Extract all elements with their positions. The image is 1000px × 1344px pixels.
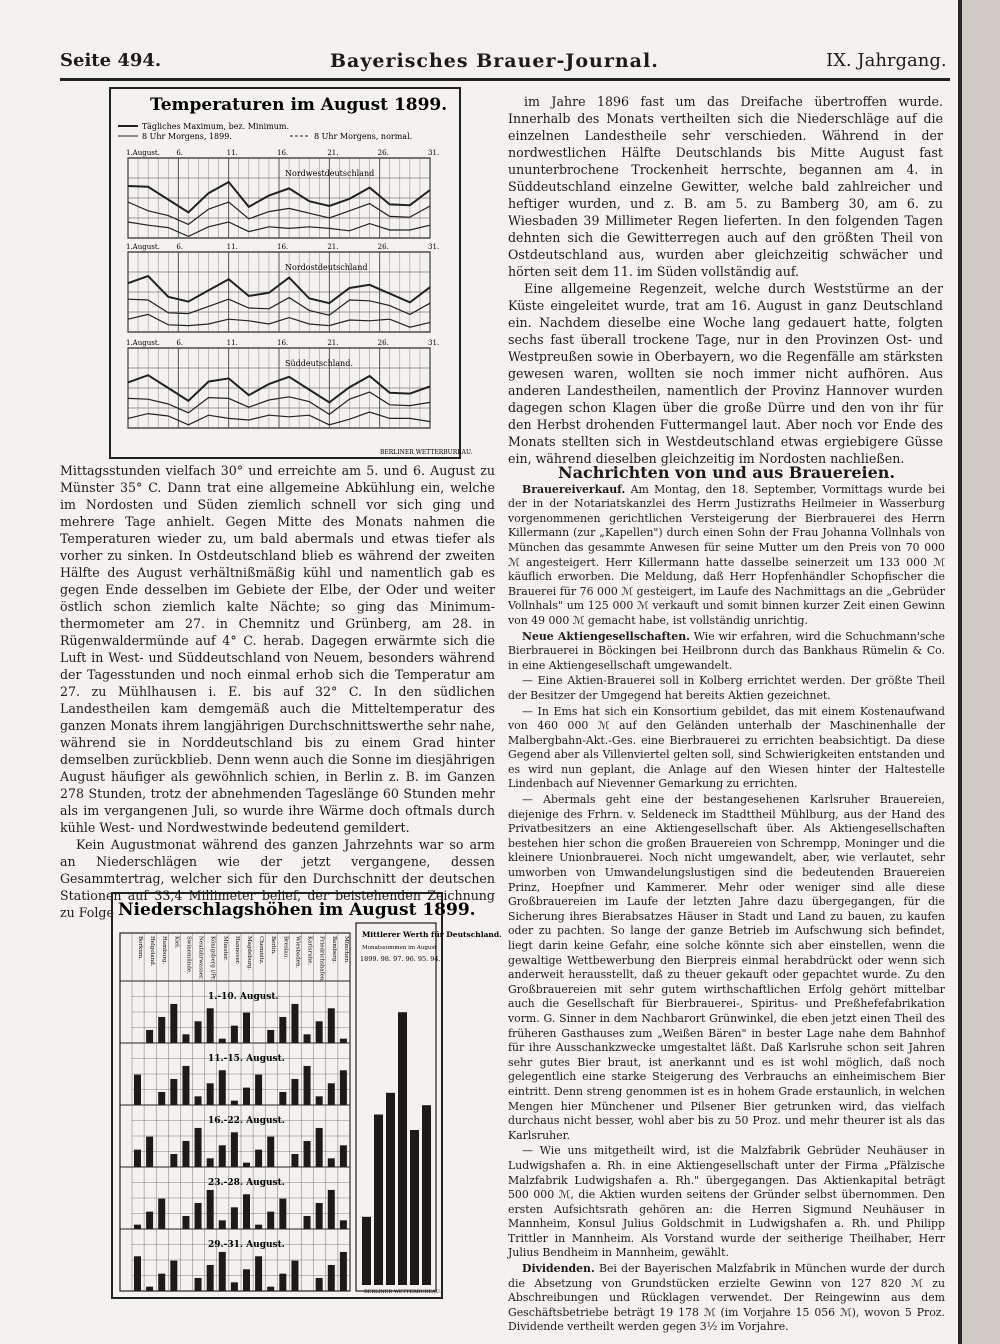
temp-tick: 31. xyxy=(428,243,440,251)
side-years: 1899. 98. 97. 96. 95. 94. xyxy=(360,955,441,963)
temp-tick: 16. xyxy=(277,339,289,347)
temp-panel-label: Süddeutschland. xyxy=(285,359,353,368)
rain-bar xyxy=(231,1101,238,1105)
page-edge xyxy=(960,0,1000,1344)
rain-bar xyxy=(170,1154,177,1167)
side-bar xyxy=(374,1115,383,1286)
rain-bar xyxy=(316,1128,323,1167)
side-bar xyxy=(410,1130,419,1285)
header-rule xyxy=(60,78,950,81)
station-label: Bamberg. xyxy=(330,936,337,964)
rain-bar xyxy=(158,1092,165,1105)
rain-bar xyxy=(207,1265,214,1291)
period-label: 29.-31. August. xyxy=(208,1240,285,1250)
rain-bar xyxy=(243,1088,250,1105)
rain-bar xyxy=(279,1092,286,1105)
rain-bar xyxy=(134,1150,141,1167)
news-lead: Neue Aktiengesellschaften. xyxy=(522,629,690,643)
temp-tick: 11. xyxy=(226,149,238,157)
rain-bar xyxy=(304,1141,311,1167)
rain-bar xyxy=(267,1137,274,1167)
rain-bar xyxy=(158,1274,165,1291)
news-lead: Dividenden. xyxy=(522,1262,595,1276)
rain-bar xyxy=(279,1017,286,1043)
station-label: Magdeburg. xyxy=(246,936,252,971)
rain-bar xyxy=(291,1154,298,1167)
side-bar xyxy=(386,1093,395,1285)
rain-bar xyxy=(267,1030,274,1043)
rain-bar xyxy=(291,1004,298,1043)
rain-bar xyxy=(146,1287,153,1291)
station-label: Königsberg i/Pr. xyxy=(209,936,216,981)
temp-panels xyxy=(126,149,439,428)
station-label: Helgoland. xyxy=(149,936,156,967)
rain-bar xyxy=(267,1212,274,1229)
rain-bar xyxy=(207,1190,214,1229)
news-item: — Eine Aktien-Brauerei soll in Kolberg errichtet werden. Der größte Theil der Besitzer der Umgegend hat bereits Aktien gezeichnet. xyxy=(508,674,945,702)
rain-bar xyxy=(146,1137,153,1167)
station-label: Karlsruhe. xyxy=(306,936,313,966)
rain-bar xyxy=(219,1220,226,1229)
rain-bar xyxy=(195,1021,202,1043)
rain-bar xyxy=(195,1278,202,1291)
rain-bar xyxy=(340,1145,347,1167)
rain-bar xyxy=(243,1013,250,1043)
bars-title: Niederschlagshöhen im August 1899. xyxy=(118,900,476,920)
rain-bar xyxy=(158,1017,165,1043)
period-label: 11.-15. August. xyxy=(208,1054,285,1064)
rain-bar xyxy=(207,1008,214,1043)
rain-bar xyxy=(170,1261,177,1291)
paragraph: Kein Augustmonat während des ganzen Jahrzehnts war so arm an Niederschlägen wie der jetzt vergangene, dessen Gesammtertrag, welcher sich für den Durchschnitt der deutschen Stationen auf 33,4 Millimeter belief, der beistehenden Zeichnung zu Folge xyxy=(60,837,495,920)
rain-bar xyxy=(146,1030,153,1043)
temp-tick: 31. xyxy=(428,149,440,157)
period-label: 16.-22. August. xyxy=(208,1116,285,1126)
news-lead: Brauereiverkauf. xyxy=(522,482,626,496)
station-label: Wiesbaden. xyxy=(294,936,301,969)
side-subtitle: Monatssummen im August xyxy=(362,945,437,951)
news-item: — Abermals geht eine der bestangesehenen Karlsruher Brauereien, diejenige des Frhrn. v. Seldeneck im Stadttheil Mühlburg, aus der Hand des Privatbesitzers an eine Aktiengesellschaft über. Als Aktiengesellschaften bestehen hier schon die großen Brauereien von Schrempp, Moninger und die kleinere Unionbrauerei. Noch nicht umgewandelt, aber, wie verlautet, sehr umworben von Umwandelungslustigen sind die bedeutenden Brauereien Prinz, Hoepfner und Kammerer. Mehr oder weniger sind alle diese Großbrauereien im Laufe der letzten Jahre dazu übergegangen, für die Sicherung ihres Bierabsatzes Häuser in Stadt und Land zu bauen, zu kaufen oder zu pachten. So lange der ganze Betrieb im Aufschwung sich befindet, liegt darin keine Gefahr, eine solche könnte sich aber einstellen, wenn die gewaltige Wettbewerbung den Bierpreis einmal herabdrückt oder wenn sich anderweit herausstellt, daß zu theuer gekauft oder gepachtet wurde. Zu den Großbrauereien mit sehr gutem wirthschaftlichen Erfolg gehört mittelbar auch die Gesellschaft für Bierbrauerei-, Spiritus- und Preßhefefabrikation vorm. G. Sinner in dem Nachbarort Grünwinkel, die eben jetzt einen Theil des früheren Gasthauses zum „Weißen Bären" in bester Lage nahe dem Bahnhof für ihre Ausschankzwecke umgestaltet läßt. Daß Karlsruhe schon seit Jahren sehr gutes Bier braut, ist anerkannt und es ist wohl möglich, daß noch gelegentlich eine starke Steigerung des Verbrauchs an einheimischem Bier eintritt. Denn streng genommen ist es in hohem Grade erstaunlich, in welchen Mengen hier Münchener und Pilsener Bier getrunken wird, das vielfach durchaus nicht besser, wohl aber bis zu 50 Proz. und mehr theurer ist als das Karlsruher. xyxy=(508,793,945,1142)
rain-bar xyxy=(158,1199,165,1229)
legend-max: Tägliches Maximum, bez. Minimum. xyxy=(142,122,290,131)
temp-tick: 16. xyxy=(277,149,289,157)
rain-bar xyxy=(231,1282,238,1291)
rain-bar xyxy=(182,1066,189,1105)
temp-credit: BERLINER WETTERBUREAU. xyxy=(380,449,473,456)
rain-bar xyxy=(340,1252,347,1291)
rain-bar xyxy=(328,1158,335,1167)
rain-bar xyxy=(316,1278,323,1291)
temp-tick: 1.August. xyxy=(126,339,160,347)
news-paragraphs xyxy=(508,483,945,1335)
rain-bar xyxy=(304,1216,311,1229)
rain-bar xyxy=(316,1021,323,1043)
temp-tick: 26. xyxy=(377,339,389,347)
rain-bar xyxy=(207,1158,214,1167)
temp-tick: 26. xyxy=(377,149,389,157)
rain-bar xyxy=(231,1132,238,1167)
rain-bar xyxy=(134,1256,141,1291)
rain-bar xyxy=(182,1034,189,1043)
rain-bar xyxy=(219,1145,226,1167)
rain-bar xyxy=(134,1075,141,1105)
temp-tick: 21. xyxy=(327,243,339,251)
news-item: Neue Aktiengesellschaften. Wie wir erfahren, wird die Schuchmann'sche Bierbrauerei in Böckingen bei Heilbronn durch das Bankhaus Rümelin & Co. in eine Aktiengesellschaft umgewandelt. xyxy=(508,629,945,672)
column-right-top xyxy=(508,93,943,467)
rain-bar xyxy=(291,1261,298,1291)
station-label: München. xyxy=(342,936,349,964)
period-label: 23.-28. August. xyxy=(208,1178,285,1188)
rain-bar xyxy=(340,1220,347,1229)
temp-panel xyxy=(126,149,439,238)
section-heading: Nachrichten von und aus Brauereien. xyxy=(558,463,895,482)
rain-bar xyxy=(170,1004,177,1043)
rain-bar xyxy=(304,1066,311,1105)
station-label: Breslau. xyxy=(282,936,289,960)
news-item: — In Ems hat sich ein Konsortium gebildet, das mit einem Kostenaufwand von 460 000 ℳ auf den Geländen unterhalb der Maschinenhalle der Malbergbahn-Akt.-Ges. eine Bierbrauerei zu errichten beabsichtigt. Da diese Gegend aber als Villenviertel gelten soll, sind Schwierigkeiten entstanden und es wird nun geplant, die Anlage auf den Wiesen hinter der Haltestelle Lindenbach auf Nievenner Gemarkung zu errichten. xyxy=(508,704,945,791)
temp-tick: 11. xyxy=(226,243,238,251)
rain-bar xyxy=(316,1096,323,1105)
temp-tick: 1.August. xyxy=(126,243,160,251)
rain-bar xyxy=(316,1203,323,1229)
temp-tick: 31. xyxy=(428,339,440,347)
rain-bar xyxy=(207,1083,214,1105)
station-label: Münster. xyxy=(221,936,228,961)
temp-tick: 6. xyxy=(176,339,184,347)
rain-bar xyxy=(195,1128,202,1167)
rain-bar xyxy=(255,1075,262,1105)
rain-bar xyxy=(291,1079,298,1105)
rain-bar xyxy=(340,1070,347,1105)
news-item: Brauereiverkauf. Am Montag, den 18. September, Vormittags wurde bei der in der Notariatskanzlei des Herrn Justizraths Heilmeier in Wasserburg vorgenommenen gerichtlichen Versteigerung der Bierbrauerei des Herrn Killermann (zur „Kapellen") durch einen Sohn der Frau Johanna Vollnhals von München das gesammte Anwesen für seine Mutter um den Preis von 70 000 ℳ angesteigert. Herr Killermann hatte dasselbe seinerzeit um 133 000 ℳ käuflich erworben. Die Meldung, daß Herr Hopfenhändler Schopfischer die Brauerei für 76 000 ℳ gesteigert, im Laufe des Nachmittags an die „Gebrüder Vollnhals" um 125 000 ℳ verkauft und somit binnen kurzer Zeit einen Gewinn von 49 000 ℳ gemacht habe, ist vollständig unrichtig. xyxy=(508,482,945,627)
side-bar xyxy=(398,1012,407,1285)
station-label: Kiel. xyxy=(173,936,180,949)
side-bar xyxy=(362,1217,371,1285)
binding-line xyxy=(958,0,962,1344)
side-bar xyxy=(422,1105,431,1285)
rain-bar xyxy=(255,1150,262,1167)
rain-bar xyxy=(340,1039,347,1043)
temp-panel-label: Nordostdeutschland xyxy=(285,263,368,272)
rain-bar xyxy=(195,1203,202,1229)
rain-bar xyxy=(231,1207,238,1229)
rain-bar xyxy=(146,1212,153,1229)
side-title: Mittlerer Werth für Deutschland. xyxy=(362,930,502,939)
news-item: Dividenden. Bei der Bayerischen Malzfabrik in München wurde der durch die Absetzung von Grundstücken erzielte Gewinn von 127 820 ℳ zu Abschreibungen und Rücklagen verwendet. Der Reingewinn aus dem Geschäftsbetriebe beträgt 19 178 ℳ (im Vorjahre 15 056 ℳ), wovon 5 Proz. Dividende vertheilt werden gegen 3½ im Vorjahre. xyxy=(508,1262,945,1334)
temp-tick: 26. xyxy=(377,243,389,251)
temp-tick: 1.August. xyxy=(126,149,160,157)
temp-panel xyxy=(126,243,439,332)
rain-bar xyxy=(243,1163,250,1167)
temp-tick: 21. xyxy=(327,149,339,157)
paragraph: Mittagsstunden vielfach 30° und erreichte am 5. und 6. August zu Münster 35° C. Dann trat eine allgemeine Abkühlung ein, welche im Nordosten und Süden ziemlich schnell vor sich ging und mehrere Tage anhielt. Gegen Mitte des Monats nahmen die Temperaturen wieder zu, um bald abermals und etwas tiefer als vorher zu sinken. In Ostdeutschland blieb es während der zweiten Hälfte des August verhältnißmäßig kühl und namentlich gab es gegen Ende desselben im Gebiete der Elbe, der Oder und weiter östlich schon ziemlich kalte Nächte; so ging das Minimum-thermometer am 27. in Chemnitz und Grünberg, am 28. in Rügenwaldermünde auf 4° C. herab. Dagegen erwärmte sich die Luft in West- und Süddeutschland von Neuem, besonders während der Tagesstunden und noch einmal erhob sich die Temperatur am 27. zu Mühlhausen i. E. bis auf 32° C. In den südlichen Landestheilen kam demgemäß auch die Mitteltemperatur des ganzen Monats ihrem langjährigen Durchschnittswerthe sehr nahe, während sie in Norddeutschland bis zu einem Grad hinter demselben zurückblieb. Denn wenn auch die Sonne im diesjährigen August häufiger als gewöhnlich schien, in Berlin z. B. im Ganzen 278 Stunden, trotz der abnehmenden Tageslänge 60 Stunden mehr als im vergangenen Juli, so wurde ihre Wärme doch oftmals durch kühle West- und Nordwestwinde bedeutend gemildert. xyxy=(60,463,495,835)
legend-8: 8 Uhr Morgens, 1899. xyxy=(142,132,232,141)
chart-title: Temperaturen im August 1899. xyxy=(150,95,448,115)
rain-bar xyxy=(170,1079,177,1105)
volume-label: IX. Jahrgang. xyxy=(826,50,947,71)
news-item: — Wie uns mitgetheilt wird, ist die Malzfabrik Gebrüder Neuhäuser in Ludwigshafen a. Rh. in eine Aktiengesellschaft unter der Firma „Pfälzische Malzfabrik Ludwigshafen a. Rh." übergegangen. Das Aktienkapital beträgt 500 000 ℳ, die Aktien wurden seitens der Gründer selbst übernommen. Den ersten Aufsichtsrath gehören an: die Herren Sigmund Neuhäuser in Mannheim, Konsul Julius Goldschmit in Ludwigshafen a. Rh. und Philipp Trittler in Mannheim. Als Vorstand wurde der seitherige Theilhaber, Herr Julius Bendheim in Mannheim, gewählt. xyxy=(508,1144,945,1260)
station-label: Friedrichshafen. xyxy=(318,936,325,983)
temp-tick: 6. xyxy=(176,243,184,251)
rain-bar xyxy=(195,1096,202,1105)
station-label: Hamburg. xyxy=(161,936,168,965)
rain-bar xyxy=(182,1141,189,1167)
station-label: Berlin. xyxy=(270,936,277,955)
temp-panel xyxy=(126,339,439,428)
period-label: 1.-10. August. xyxy=(208,992,279,1002)
temp-tick: 21. xyxy=(327,339,339,347)
precipitation-chart xyxy=(112,893,502,1298)
paragraph: Eine allgemeine Regenzeit, welche durch Weststürme an der Küste eingeleitet wurde, trat am 16. August in ganz Deutschland ein. Nachdem dieselbe eine Woche lang gedauert hatte, folgten sechs fast überall trockene Tage, nur in den Provinzen Ost- und Westpreußen sowie in Oberbayern, wo die Regenfälle am stärksten gewesen waren, wollten sie noch immer nicht aufhören. Aus anderen Landestheilen, namentlich der Provinz Hannover wurden dagegen schon Klagen über die große Dürre und den von ihr für den Herbst drohenden Futtermangel laut. Aber noch vor Ende des Monats stellten sich in Westdeutschland etwas ergiebigere Güsse ein, während dieselben gleichzeitig im Nordosten nachließen. xyxy=(508,281,943,466)
rain-bar xyxy=(219,1070,226,1105)
rain-bar xyxy=(243,1194,250,1229)
rain-bar xyxy=(219,1039,226,1043)
rain-bar xyxy=(134,1225,141,1229)
station-label: Chemnitz. xyxy=(258,936,265,965)
rain-bar xyxy=(304,1034,311,1043)
temp-tick: 16. xyxy=(277,243,289,251)
rain-bar xyxy=(255,1225,262,1229)
rain-bar xyxy=(279,1274,286,1291)
rain-bar xyxy=(182,1216,189,1229)
temp-panel-label: Nordwestdeutschland xyxy=(285,169,375,178)
rain-bar xyxy=(328,1083,335,1105)
column-left xyxy=(60,462,495,921)
rain-bar xyxy=(328,1265,335,1291)
rain-bar xyxy=(328,1190,335,1229)
rain-bar xyxy=(255,1256,262,1291)
legend-normal: 8 Uhr Morgens, normal. xyxy=(314,132,413,141)
station-label: Swinemünde. xyxy=(185,936,192,974)
temp-tick: 6. xyxy=(176,149,184,157)
journal-title: Bayerisches Brauer-Journal. xyxy=(330,50,659,72)
station-label: Borkum. xyxy=(137,936,143,960)
rain-bar xyxy=(328,1008,335,1043)
temp-tick: 11. xyxy=(226,339,238,347)
station-label: Hannover. xyxy=(233,936,240,965)
rain-bar xyxy=(219,1252,226,1291)
temperature-chart xyxy=(110,88,473,458)
rain-bar xyxy=(279,1199,286,1229)
station-label: Neufahrwasser. xyxy=(197,936,204,980)
bars-credit: BERLINER WETTERBUREAU. xyxy=(364,1289,441,1295)
column-right-news xyxy=(508,463,945,1336)
rain-bar xyxy=(231,1026,238,1043)
paragraph: im Jahre 1896 fast um das Dreifache übertroffen wurde. Innerhalb des Monats vertheilten sich die Niederschläge auf die einzelnen Landestheile sehr verschieden. Während in der nordwestlichen Hälfte Deutschlands bis Mitte August fast ununterbrochene Trockenheit herrschte, begannen am 4. in Süddeutschland einzelne Gewitter, welche bald zahlreicher und heftiger wurden, und z. B. am 5. zu Bamberg 30, am 6. zu Wiesbaden 39 Millimeter Regen lieferten. In den folgenden Tagen dehnten sich die Gewitterregen auch auf den größten Theil von Ostdeutschland aus, wurden aber gleichzeitig schwächer und hörten seit dem 11. im Süden vollständig auf. xyxy=(508,94,943,279)
rain-bar xyxy=(267,1287,274,1291)
rain-bar xyxy=(243,1269,250,1291)
page-number: Seite 494. xyxy=(60,50,162,71)
